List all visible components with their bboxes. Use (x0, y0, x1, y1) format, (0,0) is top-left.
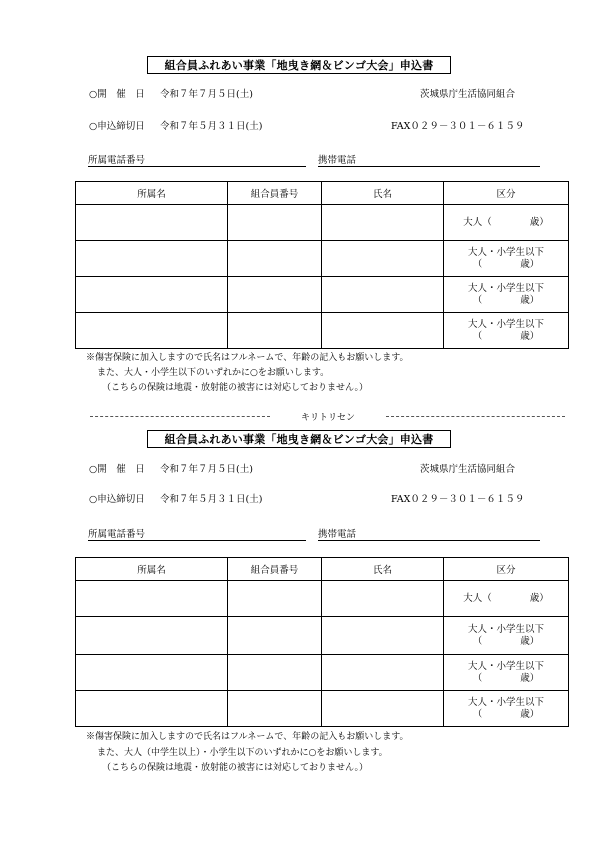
deadline-value: 令和７年５月３１日(土) (160, 494, 263, 505)
category-option: 大人（ 歳） (463, 592, 549, 604)
header-name: 氏名 (322, 182, 444, 205)
header-name: 氏名 (322, 558, 444, 581)
category-option: 大人・小学生以下 (467, 318, 544, 330)
table-row (76, 617, 569, 655)
category-age: （ 歳） (472, 330, 540, 342)
member-number-cell[interactable] (228, 241, 322, 277)
category-age: （ 歳） (472, 635, 540, 647)
event-date-label: ○開 催 日 (89, 464, 145, 475)
category-cell[interactable] (444, 277, 569, 313)
note-line-1: ※傷害保険に加入しますので氏名はフルネームで、年齢の記入もお願いします。 (86, 353, 409, 363)
member-number-cell[interactable] (228, 691, 322, 727)
category-cell[interactable] (444, 617, 569, 655)
event-date-value: 令和７年７月５日(土) (160, 464, 253, 475)
member-number-cell[interactable] (228, 313, 322, 349)
affiliation-cell[interactable] (76, 313, 228, 349)
note-line-3: （こちらの保険は地震・放射能の被害には対応しておりません。） (102, 383, 369, 393)
category-cell[interactable] (444, 655, 569, 691)
table-row (76, 205, 569, 241)
name-cell[interactable] (322, 617, 444, 655)
header-affiliation: 所属名 (76, 182, 228, 205)
category-option: 大人・小学生以下 (467, 282, 544, 294)
name-cell[interactable] (322, 241, 444, 277)
category-option: 大人（ 歳） (463, 216, 549, 228)
name-cell[interactable] (322, 277, 444, 313)
cut-dash-left (90, 416, 270, 417)
table-row (76, 655, 569, 691)
note-line-2: また、大人（中学生以上）・小学生以下のいずれかに○をお願いします。 (97, 748, 388, 758)
fax-number: FAX０２９－３０１－６１５９ (391, 121, 525, 132)
category-cell[interactable] (444, 691, 569, 727)
affiliation-cell[interactable] (76, 277, 228, 313)
organizer: 茨城県庁生活協同組合 (420, 464, 516, 475)
category-option: 大人・小学生以下 (467, 246, 544, 258)
office-phone-label: 所属電話番号 (88, 155, 146, 166)
deadline-label: ○申込締切日 (89, 494, 145, 505)
name-cell[interactable] (322, 655, 444, 691)
form-title: 組合員ふれあい事業「地曳き網＆ビンゴ大会」申込書 (147, 430, 451, 448)
category-option: 大人・小学生以下 (467, 660, 544, 672)
category-age: （ 歳） (472, 294, 540, 306)
application-table (75, 557, 569, 727)
table-row (76, 581, 569, 617)
affiliation-cell[interactable] (76, 581, 228, 617)
category-cell[interactable] (444, 205, 569, 241)
name-cell[interactable] (322, 581, 444, 617)
cut-dash-right (386, 416, 565, 417)
form-title: 組合員ふれあい事業「地曳き網＆ビンゴ大会」申込書 (147, 56, 451, 74)
category-cell[interactable] (444, 581, 569, 617)
note-line-2: また、大人・小学生以下のいずれかに○をお願いします。 (97, 368, 330, 378)
affiliation-cell[interactable] (76, 691, 228, 727)
category-cell[interactable] (444, 313, 569, 349)
category-age: （ 歳） (472, 672, 540, 684)
member-number-cell[interactable] (228, 205, 322, 241)
mobile-phone-field[interactable] (318, 152, 540, 167)
mobile-phone-label: 携帯電話 (318, 529, 357, 540)
category-cell[interactable] (444, 241, 569, 277)
affiliation-cell[interactable] (76, 205, 228, 241)
office-phone-field[interactable] (88, 526, 306, 541)
office-phone-field[interactable] (88, 152, 306, 167)
header-member-number: 組合員番号 (228, 558, 322, 581)
name-cell[interactable] (322, 313, 444, 349)
mobile-phone-label: 携帯電話 (318, 155, 357, 166)
header-member-number: 組合員番号 (228, 182, 322, 205)
table-header-row (76, 558, 569, 581)
member-number-cell[interactable] (228, 581, 322, 617)
member-number-cell[interactable] (228, 617, 322, 655)
category-age: （ 歳） (472, 258, 540, 270)
table-row (76, 241, 569, 277)
category-age: （ 歳） (472, 708, 540, 720)
table-row (76, 691, 569, 727)
table-header-row (76, 182, 569, 205)
note-line-1: ※傷害保険に加入しますので氏名はフルネームで、年齢の記入もお願いします。 (86, 732, 409, 742)
affiliation-cell[interactable] (76, 617, 228, 655)
category-option: 大人・小学生以下 (467, 623, 544, 635)
deadline-label: ○申込締切日 (89, 121, 145, 132)
name-cell[interactable] (322, 205, 444, 241)
event-date-label: ○開 催 日 (89, 89, 145, 100)
organizer: 茨城県庁生活協同組合 (420, 89, 516, 100)
application-table (75, 181, 569, 349)
affiliation-cell[interactable] (76, 655, 228, 691)
name-cell[interactable] (322, 691, 444, 727)
deadline-value: 令和７年５月３１日(土) (160, 121, 263, 132)
note-line-3: （こちらの保険は地震・放射能の被害には対応しておりません。） (102, 763, 369, 773)
category-option: 大人・小学生以下 (467, 696, 544, 708)
header-affiliation: 所属名 (76, 558, 228, 581)
header-category: 区分 (444, 558, 569, 581)
table-row (76, 277, 569, 313)
fax-number: FAX０２９－３０１－６１５９ (391, 494, 525, 505)
cut-line-label: キリトリセン (278, 410, 378, 423)
header-category: 区分 (444, 182, 569, 205)
mobile-phone-field[interactable] (318, 526, 540, 541)
cut-line (90, 410, 565, 422)
event-date-value: 令和７年７月５日(土) (160, 89, 253, 100)
table-row (76, 313, 569, 349)
member-number-cell[interactable] (228, 277, 322, 313)
office-phone-label: 所属電話番号 (88, 529, 146, 540)
affiliation-cell[interactable] (76, 241, 228, 277)
member-number-cell[interactable] (228, 655, 322, 691)
